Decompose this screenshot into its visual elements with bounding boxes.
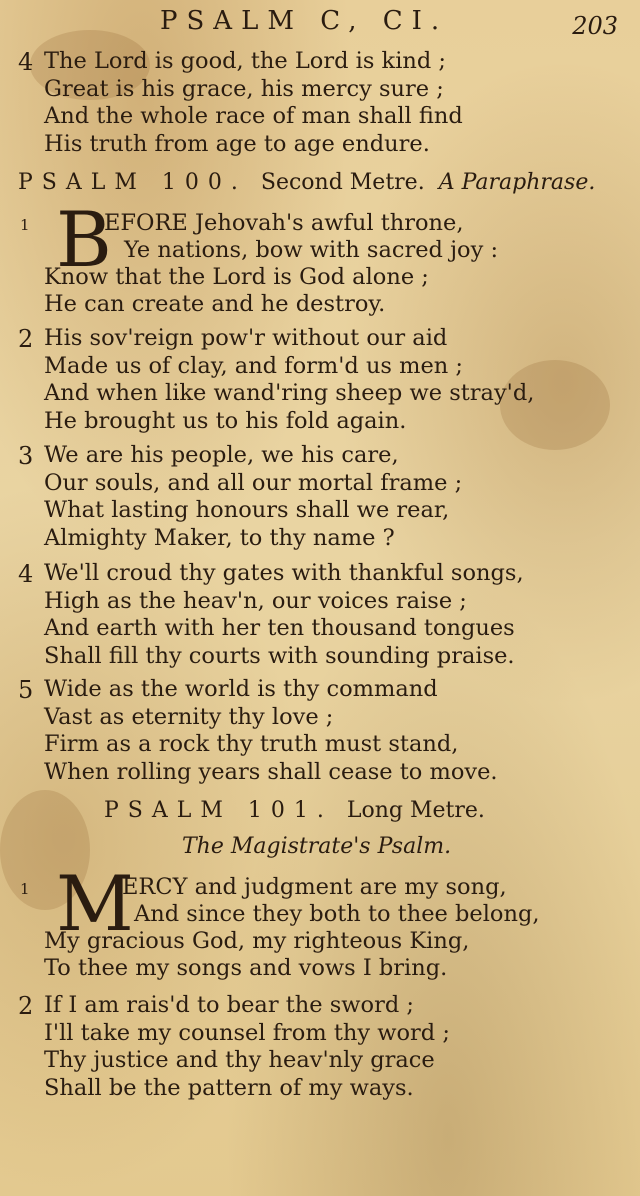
verse-line: And earth with her ten thousand tongues bbox=[44, 615, 515, 641]
running-title: PSALM C, CI. bbox=[160, 6, 449, 36]
metre-label: Long Metre. bbox=[346, 798, 485, 823]
verse-line: If I am rais'd to bear the sword ; bbox=[44, 992, 414, 1018]
verse-line: Ye nations, bow with sacred joy : bbox=[124, 237, 499, 263]
psalm-heading bbox=[104, 798, 485, 823]
verse-line: And the whole race of man shall find bbox=[44, 103, 463, 129]
verse-number: 2 bbox=[18, 325, 34, 353]
verse-number: 1 bbox=[20, 216, 30, 234]
verse-line: Shall fill thy courts with sounding praise. bbox=[44, 642, 515, 669]
page-header bbox=[0, 6, 640, 40]
verse-line: He can create and he destroy. bbox=[44, 291, 386, 317]
verse-block bbox=[18, 442, 628, 552]
verse-number: 5 bbox=[18, 676, 34, 704]
verse-line: To thee my songs and vows I bring. bbox=[44, 955, 448, 981]
verse-line: He brought us to his fold again. bbox=[44, 407, 407, 434]
paraphrase-label: A Paraphrase. bbox=[438, 170, 596, 195]
verse-block bbox=[18, 325, 628, 435]
verse-line: Vast as eternity thy love ; bbox=[44, 703, 334, 730]
verse-line: And when like wand'ring sheep we stray'd, bbox=[44, 380, 535, 406]
verse-number: 4 bbox=[18, 48, 34, 76]
verse-number: 1 bbox=[20, 880, 30, 898]
drop-cap: M bbox=[56, 859, 134, 948]
verse-block bbox=[18, 48, 628, 158]
psalm-label: PSALM 100. bbox=[18, 170, 247, 195]
verse-line: Made us of clay, and form'd us men ; bbox=[44, 352, 464, 379]
verse-line: Know that the Lord is God alone ; bbox=[44, 264, 429, 290]
verse-block bbox=[18, 676, 628, 786]
verse-block bbox=[18, 560, 628, 670]
verse-block bbox=[18, 195, 628, 323]
psalm-heading bbox=[18, 170, 595, 195]
verse-line: ERCY and judgment are my song, bbox=[122, 874, 507, 900]
drop-cap: B bbox=[56, 195, 112, 284]
verse-number: 3 bbox=[18, 442, 34, 470]
verse-line: We'll croud thy gates with thankful songs, bbox=[44, 560, 524, 586]
verse-block bbox=[18, 859, 628, 987]
verse-line: And since they both to thee belong, bbox=[134, 901, 540, 927]
psalm-label: PSALM 101. bbox=[104, 798, 333, 823]
verse-line: High as the heav'n, our voices raise ; bbox=[44, 587, 467, 614]
verse-line: Wide as the world is thy command bbox=[44, 676, 438, 702]
verse-line: His truth from age to age endure. bbox=[44, 130, 430, 157]
verse-block bbox=[18, 992, 628, 1102]
verse-line: My gracious God, my righteous King, bbox=[44, 928, 470, 954]
page-number: 203 bbox=[572, 12, 618, 40]
verse-line: I'll take my counsel from thy word ; bbox=[44, 1019, 450, 1046]
psalm-subtitle: The Magistrate's Psalm. bbox=[182, 834, 452, 859]
verse-line: EFORE Jehovah's awful throne, bbox=[104, 210, 464, 236]
verse-line: Great is his grace, his mercy sure ; bbox=[44, 75, 444, 102]
verse-line: Shall be the pattern of my ways. bbox=[44, 1074, 414, 1101]
verse-line: When rolling years shall cease to move. bbox=[44, 758, 498, 785]
verse-line: Our souls, and all our mortal frame ; bbox=[44, 469, 463, 496]
verse-number: 2 bbox=[18, 992, 34, 1020]
verse-number: 4 bbox=[18, 560, 34, 588]
verse-line: The Lord is good, the Lord is kind ; bbox=[44, 48, 447, 74]
verse-line: Thy justice and thy heav'nly grace bbox=[44, 1047, 435, 1073]
verse-line: We are his people, we his care, bbox=[44, 442, 399, 468]
verse-line: His sov'reign pow'r without our aid bbox=[44, 325, 448, 351]
verse-line: Firm as a rock thy truth must stand, bbox=[44, 731, 459, 757]
verse-line: What lasting honours shall we rear, bbox=[44, 497, 450, 523]
metre-label: Second Metre. bbox=[260, 170, 425, 195]
verse-line: Almighty Maker, to thy name ? bbox=[44, 524, 395, 551]
